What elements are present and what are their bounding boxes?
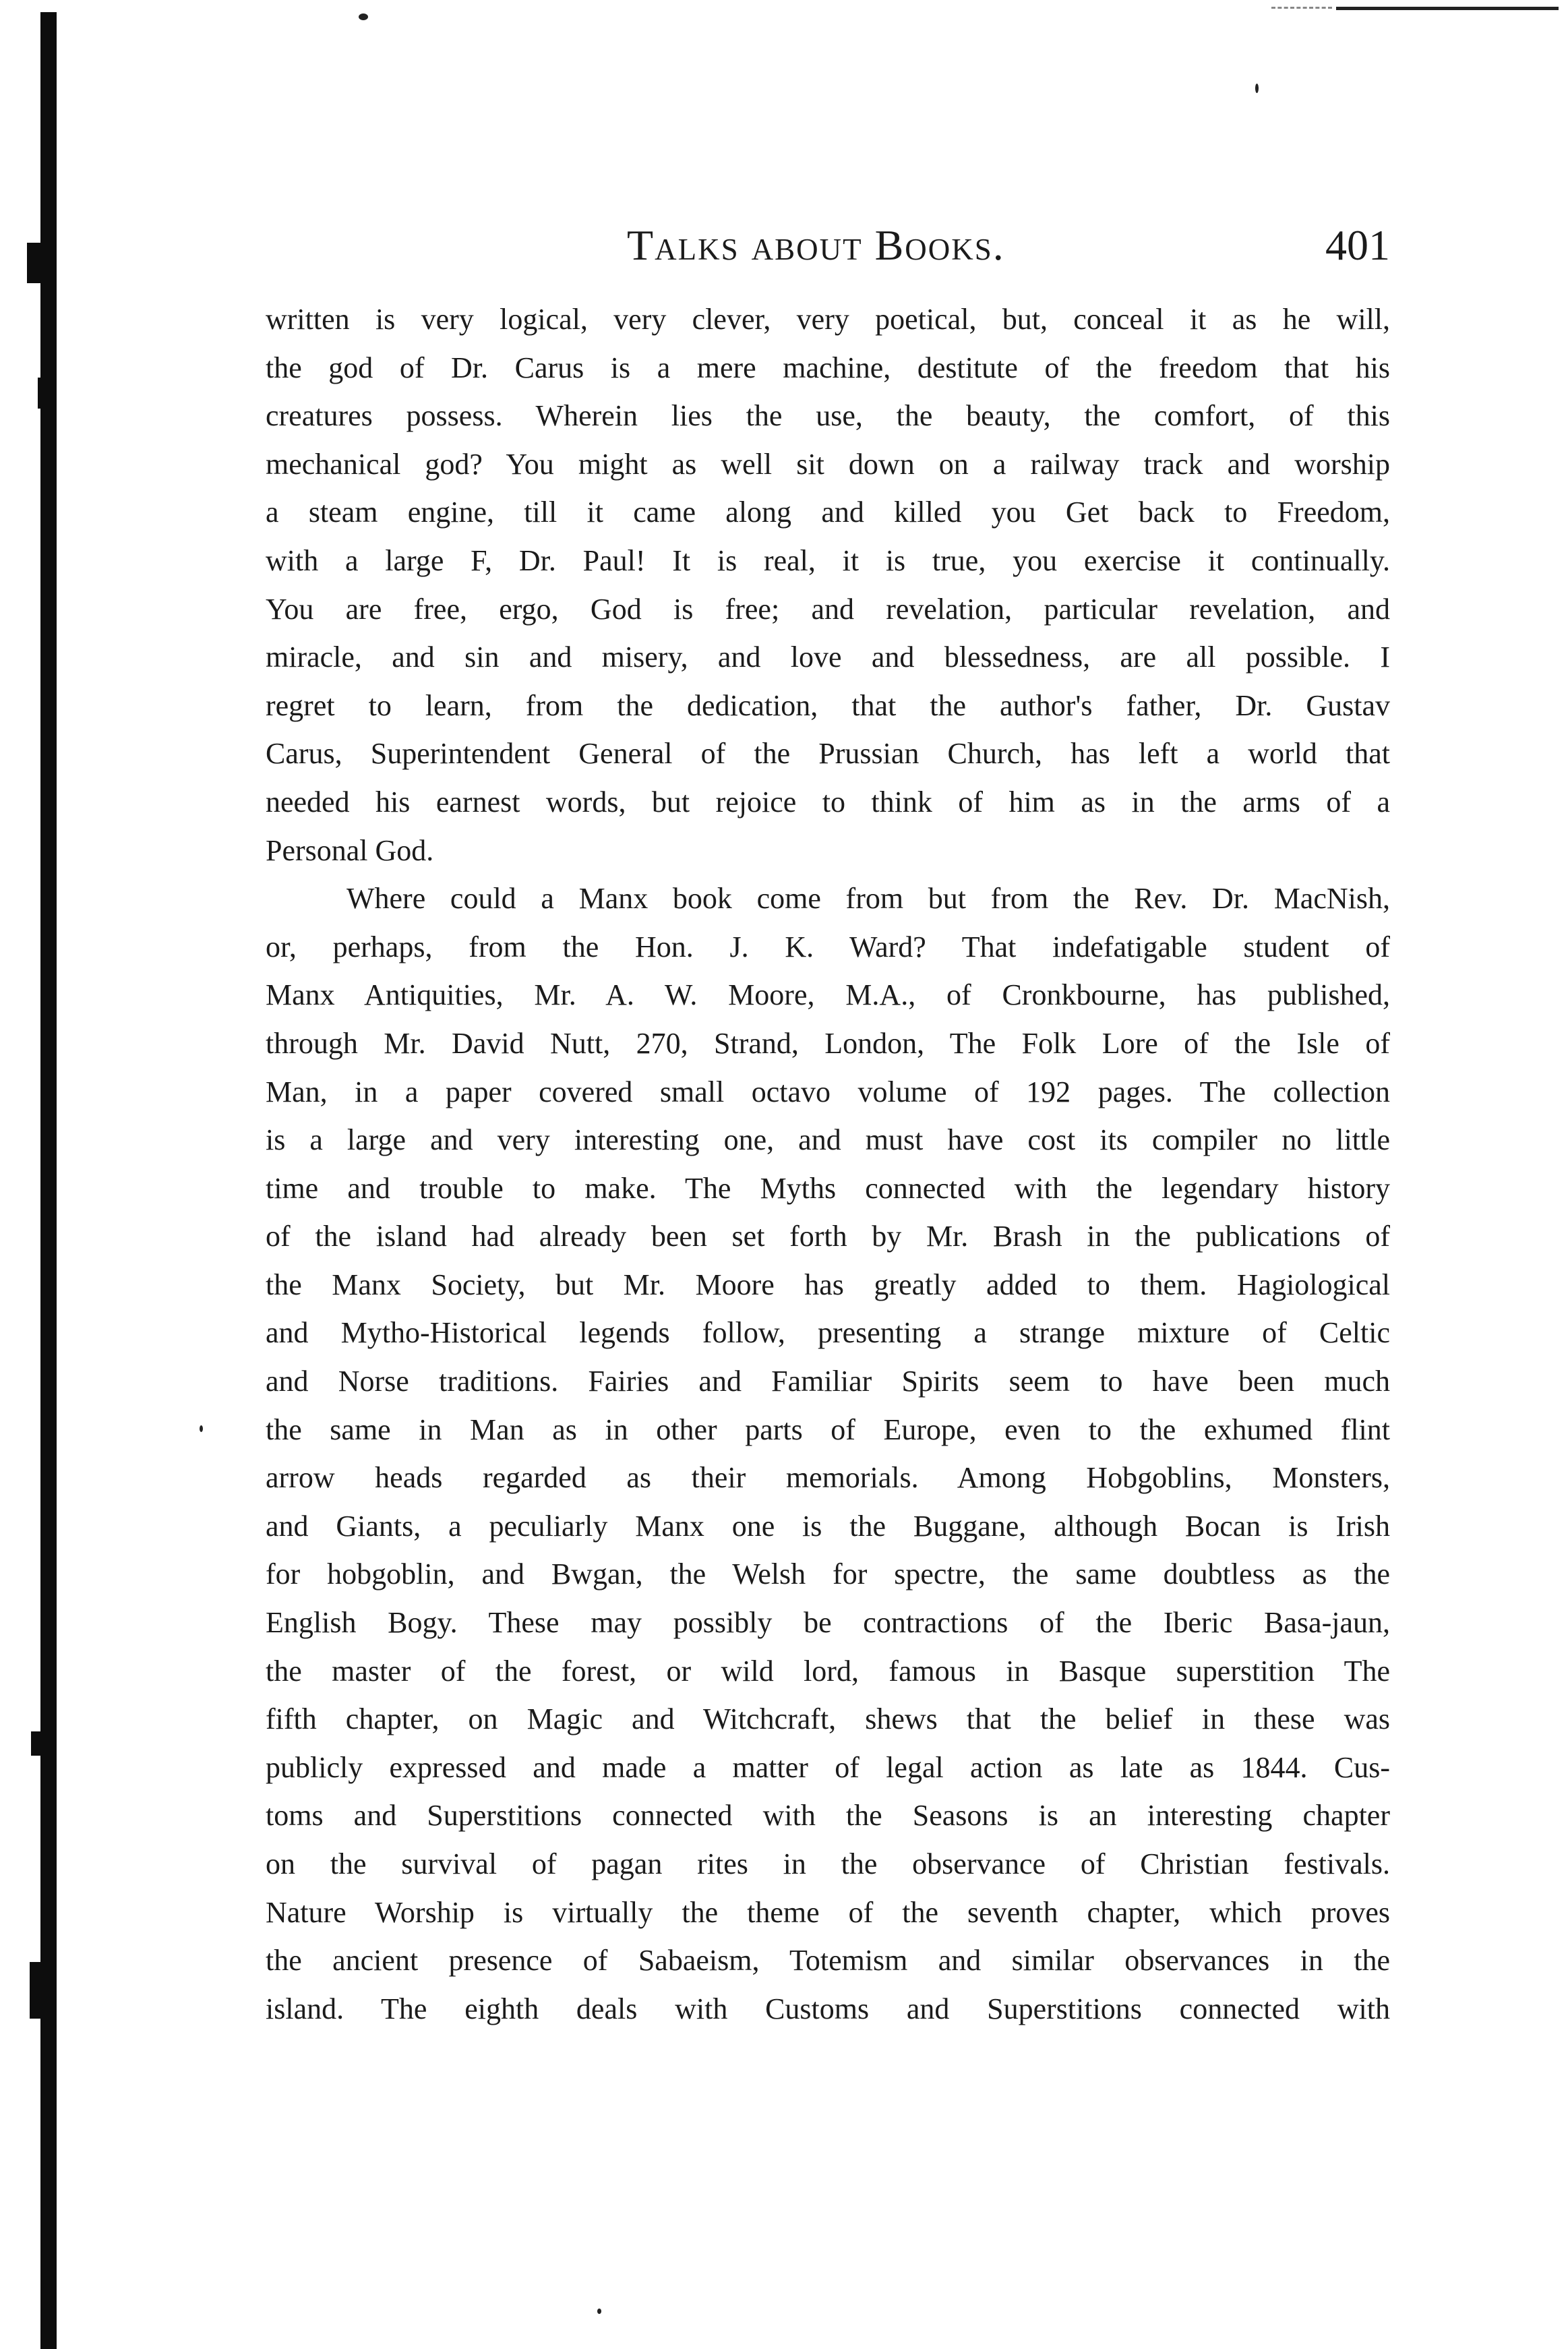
text-line: creatures possess. Wherein lies the use, the beauty, the comfort, of this bbox=[266, 399, 1390, 433]
text-line: on the survival of pagan rites in the observance of Christian festivals. bbox=[266, 1847, 1390, 1880]
scan-top-rule bbox=[1336, 7, 1559, 10]
text-line: mechanical god? You might as well sit down on a railway track and worship bbox=[266, 447, 1390, 481]
text-line: arrow heads regarded as their memorials. Among Hobgoblins, Monsters, bbox=[266, 1461, 1390, 1495]
text-line: Nature Worship is virtually the theme of the seventh chapter, which proves bbox=[266, 1895, 1390, 1929]
scan-edge-notch bbox=[38, 378, 44, 409]
text-line: and Giants, a peculiarly Manx one is the Buggane, although Bocan is Irish bbox=[266, 1509, 1390, 1543]
text-line: fifth chapter, on Magic and Witchcraft, shews that the belief in these was bbox=[266, 1702, 1390, 1736]
text-line: the same in Man as in other parts of Europe, even to the exhumed flint bbox=[266, 1413, 1390, 1446]
text-line: You are free, ergo, God is free; and revelation, particular revelation, and bbox=[266, 592, 1390, 626]
text-line: a steam engine, till it came along and killed you Get back to Freedom, bbox=[266, 496, 1390, 529]
text-line: and Norse traditions. Fairies and Familiar Spirits seem to have been much bbox=[266, 1365, 1390, 1398]
scan-top-rule-faint bbox=[1271, 7, 1332, 9]
text-line: publicly expressed and made a matter of legal action as late as 1844. Cus- bbox=[266, 1750, 1390, 1784]
body-text bbox=[266, 295, 1390, 2033]
paragraph bbox=[266, 295, 1390, 874]
text-line: toms and Superstitions connected with the Seasons is an interesting chapter bbox=[266, 1799, 1390, 1833]
text-line: or, perhaps, from the Hon. J. K. Ward? That indefatigable student of bbox=[266, 930, 1390, 963]
text-line: written is very logical, very clever, very poetical, but, conceal it as he will, bbox=[266, 303, 1390, 336]
text-line: Manx Antiquities, Mr. A. W. Moore, M.A., of Cronkbourne, has published, bbox=[266, 978, 1390, 1012]
running-head bbox=[266, 216, 1390, 283]
text-line: English Bogy. These may possibly be contractions of the Iberic Basa-jaun, bbox=[266, 1606, 1390, 1640]
text-line: the ancient presence of Sabaeism, Totemism and similar observances in the bbox=[266, 1944, 1390, 1978]
scan-speck bbox=[1255, 84, 1259, 93]
text-line: time and trouble to make. The Myths connected with the legendary history bbox=[266, 1171, 1390, 1205]
text-line: island. The eighth deals with Customs and Superstitions connected with bbox=[266, 1992, 1390, 2025]
text-line: Man, in a paper covered small octavo volume of 192 pages. The collection bbox=[266, 1075, 1390, 1108]
text-line: for hobgoblin, and Bwgan, the Welsh for spectre, the same doubtless as the bbox=[266, 1557, 1390, 1591]
running-head-title: Talks about Books. bbox=[627, 221, 1005, 269]
text-line: the master of the forest, or wild lord, famous in Basque superstition The bbox=[266, 1654, 1390, 1688]
scan-speck bbox=[359, 13, 368, 20]
scan-speck bbox=[597, 2309, 601, 2314]
text-line: with a large F, Dr. Paul! It is real, it is true, you exercise it continually. bbox=[266, 543, 1390, 577]
text-line: Carus, Superintendent General of the Prussian Church, has left a world that bbox=[266, 737, 1390, 771]
text-line: Where could a Manx book come from but from the Rev. Dr. MacNish, bbox=[346, 882, 1390, 916]
text-line: the god of Dr. Carus is a mere machine, destitute of the freedom that his bbox=[266, 351, 1390, 384]
text-line: of the island had already been set forth by Mr. Brash in the publications of bbox=[266, 1220, 1390, 1253]
scan-edge-notch bbox=[31, 1731, 43, 1756]
text-line: regret to learn, from the dedication, that the author's father, Dr. Gustav bbox=[266, 688, 1390, 722]
scan-speck bbox=[200, 1425, 203, 1432]
text-line: needed his earnest words, but rejoice to think of him as in the arms of a bbox=[266, 785, 1390, 819]
scan-edge-notch bbox=[27, 243, 42, 283]
text-line: the Manx Society, but Mr. Moore has greatly added to them. Hagiological bbox=[266, 1268, 1390, 1301]
text-line: Personal God. bbox=[266, 833, 434, 867]
page-number: 401 bbox=[1325, 221, 1390, 269]
scan-edge-notch bbox=[30, 1962, 43, 2019]
text-line: miracle, and sin and misery, and love and blessedness, are all possible. I bbox=[266, 641, 1390, 674]
text-line: through Mr. David Nutt, 270, Strand, London, The Folk Lore of the Isle of bbox=[266, 1026, 1390, 1060]
paragraph bbox=[266, 874, 1390, 2033]
text-line: and Mytho-Historical legends follow, presenting a strange mixture of Celtic bbox=[266, 1316, 1390, 1350]
text-line: is a large and very interesting one, and must have cost its compiler no little bbox=[266, 1123, 1390, 1157]
